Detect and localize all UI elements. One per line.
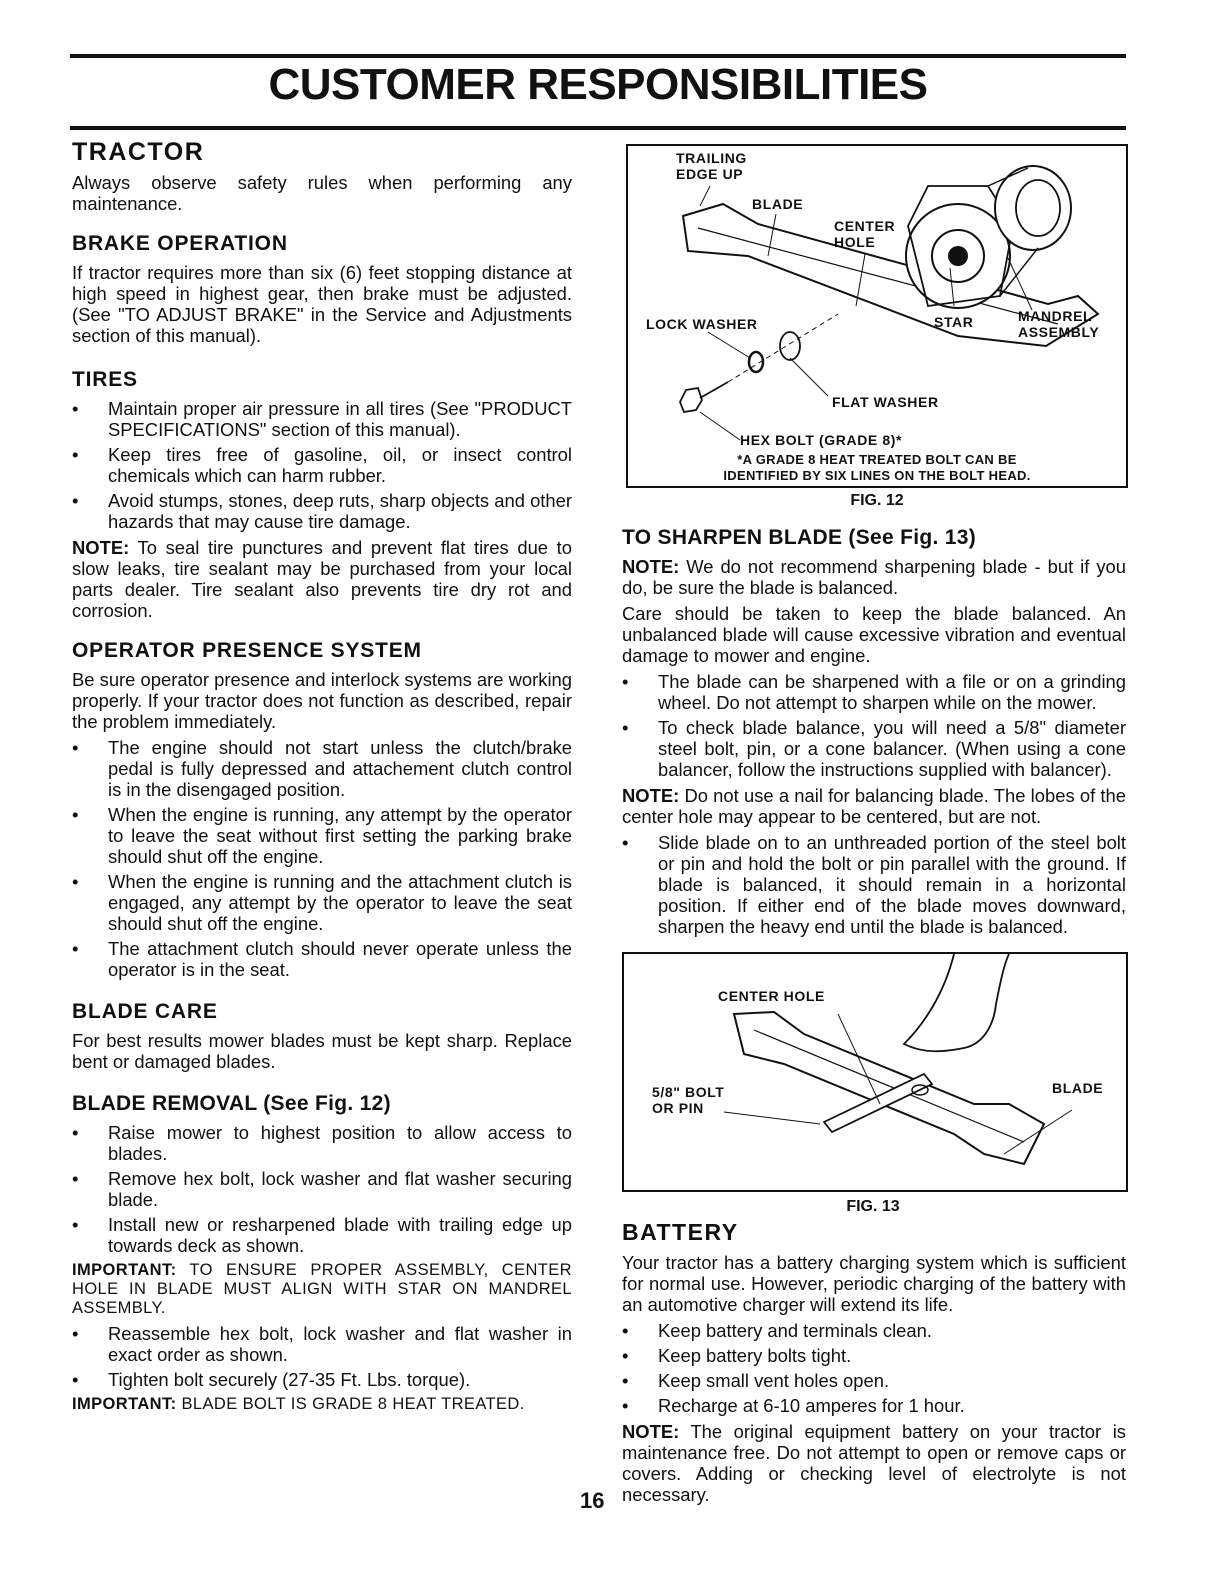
right-column-battery <box>622 1218 1126 1510</box>
note-label: NOTE: <box>622 785 680 806</box>
brake-text: If tractor requires more than six (6) feet stopping distance at high speed in highest gear, then brake must be adjusted. (See "TO ADJUST BRAKE" in the Service and Adjustments section of this manual). <box>72 262 572 346</box>
note-label: NOTE: <box>622 556 680 577</box>
top-rule <box>70 54 1126 58</box>
fig12-bolt-note-1: *A GRADE 8 HEAT TREATED BOLT CAN BE <box>737 452 1017 467</box>
important-label: IMPORTANT: <box>72 1395 177 1413</box>
list-item: • When the engine is running, any attempt by the operator to leave the seat without first setting the parking brake should shut off the engine. <box>72 804 572 867</box>
ops-heading: OPERATOR PRESENCE SYSTEM <box>72 639 422 662</box>
tires-note <box>72 537 572 621</box>
page-title: CUSTOMER RESPONSIBILITIES <box>268 60 928 109</box>
fig12-label-mandrel-2: ASSEMBLY <box>1018 324 1100 340</box>
list-item: • To check blade balance, you will need a 5/8" diameter steel bolt, pin, or a cone balancer. (When using a cone balancer, follow the instructions supplied with balancer). <box>622 717 1126 780</box>
tires-list <box>72 398 572 532</box>
list-item: • The attachment clutch should never operate unless the operator is in the seat. <box>72 938 572 980</box>
list-item: • Keep small vent holes open. <box>622 1370 1126 1391</box>
fig12-label-lock-washer: LOCK WASHER <box>646 316 758 332</box>
title-rule <box>70 126 1126 130</box>
fig12-label-mandrel <box>1018 308 1099 340</box>
tires-heading: TIRES <box>72 368 138 391</box>
flat-washer <box>780 332 800 360</box>
right-column-sharpen <box>622 526 1126 942</box>
fig13-label-center-hole: CENTER HOLE <box>718 988 825 1004</box>
fig12-label-center-1: CENTER <box>834 218 896 234</box>
important-text: BLADE BOLT IS GRADE 8 HEAT TREATED. <box>181 1395 525 1413</box>
list-item: • The blade can be sharpened with a file or on a grinding wheel. Do not attempt to sharpen while on the mower. <box>622 671 1126 713</box>
figure-13 <box>622 952 1128 1192</box>
list-item: • Tighten bolt securely (27-35 Ft. Lbs. torque). <box>72 1369 572 1390</box>
fig13-label-bolt-2: OR PIN <box>652 1100 704 1116</box>
fig12-bolt-note-2: IDENTIFIED BY SIX LINES ON THE BOLT HEAD. <box>723 468 1031 483</box>
mandrel-assembly <box>906 166 1071 308</box>
fig12-label-trailing-1: TRAILING <box>676 150 747 166</box>
battery-note <box>622 1421 1126 1505</box>
important-label: IMPORTANT: <box>72 1261 177 1279</box>
note-text: Do not use a nail for balancing blade. The lobes of the center hole may appear to be centered, but are not. <box>622 785 1126 827</box>
tractor-heading: TRACTOR <box>72 138 205 166</box>
fig13-caption: FIG. 13 <box>846 1198 900 1215</box>
fig12-label-mandrel-1: MANDREL <box>1018 308 1093 324</box>
blade-shape <box>734 1012 1044 1164</box>
blade-removal-heading: BLADE REMOVAL (See Fig. 12) <box>72 1092 391 1115</box>
list-item: • Install new or resharpened blade with trailing edge up towards deck as shown. <box>72 1214 572 1256</box>
fig13-drawing <box>624 954 1126 1190</box>
fig12-caption: FIG. 12 <box>850 492 904 509</box>
fig12-label-blade: BLADE <box>752 196 804 212</box>
ops-text: Be sure operator presence and interlock systems are working properly. If your tractor does not function as described, repair the problem immediately. <box>72 669 572 732</box>
battery-list <box>622 1320 1126 1416</box>
hand <box>904 954 1009 1051</box>
sharpen-text: Care should be taken to keep the blade balanced. An unbalanced blade will cause excessive vibration and eventual damage to mower and engine. <box>622 603 1126 666</box>
note-text: We do not recommend sharpening blade - but if you do, be sure the blade is balanced. <box>622 556 1126 598</box>
list-item: • Maintain proper air pressure in all tires (See "PRODUCT SPECIFICATIONS" section of this manual). <box>72 398 572 440</box>
list-item: • Remove hex bolt, lock washer and flat washer securing blade. <box>72 1168 572 1210</box>
fig12-label-trailing-2: EDGE UP <box>676 166 744 182</box>
fig13-label-blade: BLADE <box>1052 1080 1104 1096</box>
important-assembly <box>72 1261 572 1318</box>
note-text: To seal tire punctures and prevent flat tires due to slow leaks, tire sealant may be purchased from your local parts dealer. Tire sealant also prevents tire dry rot and corrosion. <box>72 537 573 621</box>
note-label: NOTE: <box>622 1421 680 1442</box>
blade-removal-list-2 <box>72 1323 572 1390</box>
list-item: • Reassemble hex bolt, lock washer and flat washer in exact order as shown. <box>72 1323 572 1365</box>
fig12-label-trailing <box>676 150 747 182</box>
fig12-label-hex-bolt: HEX BOLT (GRADE 8)* <box>740 432 903 448</box>
list-item: • Keep battery and terminals clean. <box>622 1320 1126 1341</box>
sharpen-note-1 <box>622 556 1126 598</box>
list-item: • Recharge at 6-10 amperes for 1 hour. <box>622 1395 1126 1416</box>
sharpen-list-2 <box>622 832 1126 937</box>
left-column <box>72 138 572 1419</box>
blade-care-text: For best results mower blades must be kept sharp. Replace bent or damaged blades. <box>72 1030 572 1072</box>
blade-care-heading: BLADE CARE <box>72 1000 218 1023</box>
figure-12 <box>626 144 1128 488</box>
page-number: 16 <box>580 1488 605 1513</box>
fig13-label-bolt-1: 5/8" BOLT <box>652 1084 725 1100</box>
fig12-label-star: STAR <box>934 314 974 330</box>
list-item: • Keep tires free of gasoline, oil, or insect control chemicals which can harm rubber. <box>72 444 572 486</box>
ops-list <box>72 737 572 980</box>
list-item: • Avoid stumps, stones, deep ruts, sharp objects and other hazards that may cause tire damage. <box>72 490 572 532</box>
fig12-label-center-2: HOLE <box>834 234 876 250</box>
brake-heading: BRAKE OPERATION <box>72 232 288 255</box>
sharpen-note-2 <box>622 785 1126 827</box>
sharpen-heading: TO SHARPEN BLADE (See Fig. 13) <box>622 526 977 549</box>
fig12-bolt-note <box>628 452 1126 484</box>
fig12-label-center-hole <box>834 218 895 250</box>
battery-text: Your tractor has a battery charging system which is sufficient for normal use. However, periodic charging of the battery with an automotive charger will extend its life. <box>622 1252 1126 1315</box>
list-item: • Keep battery bolts tight. <box>622 1345 1126 1366</box>
note-label: NOTE: <box>72 537 130 558</box>
battery-heading: BATTERY <box>622 1219 739 1245</box>
list-item: • When the engine is running and the attachment clutch is engaged, any attempt by the operator to leave the seat should shut off the engine. <box>72 871 572 934</box>
list-item: • The engine should not start unless the clutch/brake pedal is fully depressed and attachement clutch control is in the disengaged position. <box>72 737 572 800</box>
tractor-intro: Always observe safety rules when performing any maintenance. <box>72 172 572 214</box>
fig13-label-bolt <box>652 1084 724 1116</box>
fig12-label-flat-washer: FLAT WASHER <box>832 394 939 410</box>
note-text: The original equipment battery on your tractor is maintenance free. Do not attempt to open or remove caps or covers. Adding or checking level of electrolyte is not necessary. <box>622 1421 1126 1505</box>
hex-bolt <box>680 382 728 412</box>
important-bolt <box>72 1395 572 1414</box>
sharpen-list <box>622 671 1126 780</box>
list-item: • Slide blade on to an unthreaded portion of the steel bolt or pin and hold the bolt or pin parallel with the ground. If blade is balanced, it should remain in a horizontal position. If either end of the blade moves downward, sharpen the heavy end until the blade is balanced. <box>622 832 1126 937</box>
list-item: • Raise mower to highest position to allow access to blades. <box>72 1122 572 1164</box>
important-text: TO ENSURE PROPER ASSEMBLY, CENTER HOLE IN BLADE MUST ALIGN WITH STAR ON MANDREL ASSEMBLY. <box>72 1261 572 1317</box>
blade-removal-list <box>72 1122 572 1256</box>
